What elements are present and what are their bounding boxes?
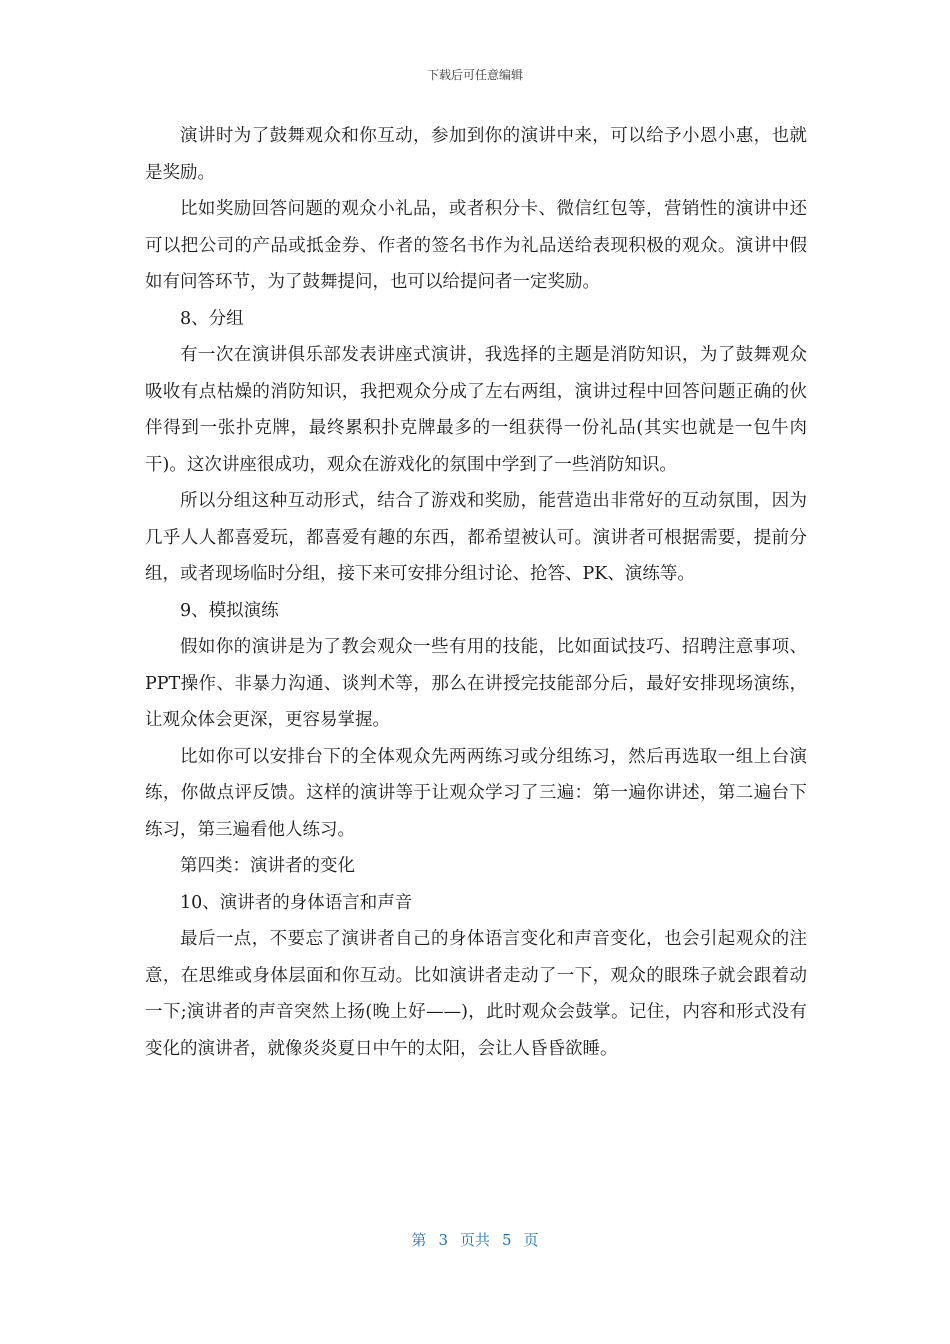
page-prefix: 第 [411,1231,427,1249]
paragraph-grouping-summary: 所以分组这种互动形式，结合了游戏和奖励，能营造出非常好的互动氛围，因为几乎人人都喜爱玩，都喜爱有趣的东西，都希望被认可。演讲者可根据需要，提前分组，或者现场临时分组，接下来可安排分组讨论、抢答、PK、演练等。 [145,491,807,584]
total-pages-number: 5 [502,1231,512,1249]
current-page-number: 3 [438,1231,448,1249]
section-heading-body-voice: 10、演讲者的身体语言和声音 [180,892,413,913]
section-heading-grouping: 8、分组 [180,308,244,329]
page-suffix: 页 [523,1231,539,1249]
paragraph-simulation-example: 比如你可以安排台下的全体观众先两两练习或分组练习，然后再选取一组上台演练，你做点评反馈。这样的演讲等于让观众学习了三遍：第一遍你讲述，第二遍台下练习，第三遍看他人练习。 [145,746,807,840]
section-heading-simulation: 9、模拟演练 [180,600,279,621]
paragraph-body-voice: 最后一点，不要忘了演讲者自己的身体语言变化和声音变化，也会引起观众的注意，在思维或身体层面和你互动。比如演讲者走动了一下，观众的眼珠子就会跟着动一下;演讲者的声音突然上扬(晚上好——)，此时观众会鼓掌。记住，内容和形式没有变化的演讲者，就像炎炎夏日中午的太阳，会让人昏昏欲睡。 [145,929,807,1059]
paragraph-grouping-story: 有一次在演讲俱乐部发表讲座式演讲，我选择的主题是消防知识，为了鼓舞观众吸收有点枯燥的消防知识，我把观众分成了左右两组，演讲过程中回答问题正确的伙伴得到一张扑克牌，最终累积扑克牌最多的一组获得一份礼品(其实也就是一包牛肉干)。这次讲座很成功，观众在游戏化的氛围中学到了一些消防知识。 [145,345,807,475]
paragraph-reward-intro: 演讲时为了鼓舞观众和你互动，参加到你的演讲中来，可以给予小恩小惠，也就是奖励。 [145,126,807,183]
paragraph-simulation-intro: 假如你的演讲是为了教会观众一些有用的技能，比如面试技巧、招聘注意事项、PPT操作、非暴力沟通、谈判术等，那么在讲授完技能部分后，最好安排现场演练，让观众体会更深，更容易掌握。 [145,637,807,730]
document-body [145,118,807,1067]
page-header: 下载后可任意编辑 [426,68,523,82]
category-heading-speaker-change: 第四类：演讲者的变化 [180,856,355,876]
paragraph-reward-examples: 比如奖励回答问题的观众小礼品，或者积分卡、微信红包等，营销性的演讲中还可以把公司的产品或抵金券、作者的签名书作为礼品送给表现积极的观众。演讲中假如有问答环节，为了鼓舞提问，也可以给提问者一定奖励。 [145,199,807,292]
page-footer [0,1229,950,1251]
page-mid: 页共 [459,1231,490,1249]
